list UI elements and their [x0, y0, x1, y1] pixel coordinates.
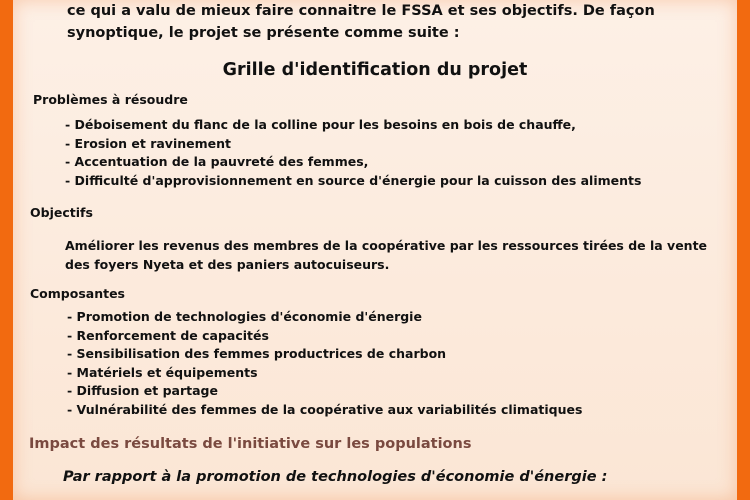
problems-list	[65, 116, 641, 190]
objectives-title: Objectifs	[30, 205, 93, 220]
list-item: - Déboisement du flanc de la colline pour les besoins en bois de chauffe,	[65, 117, 576, 132]
intro-paragraph: ce qui a valu de mieux faire connaitre le FSSA et ses objectifs. De façon synoptique, le projet se présente comme suite :	[67, 3, 655, 41]
objectives-text: Améliorer les revenus des membres de la coopérative par les ressources tirées de la vente des foyers Nyeta et des paniers autocuiseurs.	[65, 238, 708, 272]
list-item: - Difficulté d'approvisionnement en source d'énergie pour la cuisson des aliments	[65, 172, 642, 188]
list-item: - Matériels et équipements	[67, 364, 258, 380]
impact-heading: Impact des résultats de l'initiative sur les populations	[29, 436, 472, 452]
list-item: - Diffusion et partage	[67, 383, 218, 398]
problems-title: Problèmes à résoudre	[33, 92, 188, 107]
page-title: Grille d'identification du projet	[222, 60, 528, 80]
components-title: Composantes	[30, 286, 125, 301]
document-page	[13, 0, 737, 500]
list-item: - Vulnérabilité des femmes de la coopérative aux variabilités climatiques	[67, 401, 583, 417]
list-item: - Erosion et ravinement	[65, 135, 231, 151]
list-item: - Accentuation de la pauvreté des femmes,	[65, 154, 369, 169]
sub-heading: Par rapport à la promotion de technologies d'économie d'énergie :	[63, 469, 608, 485]
components-list	[67, 308, 582, 419]
list-item: - Renforcement de capacités	[67, 327, 269, 343]
list-item: - Promotion de technologies d'économie d'énergie	[67, 309, 422, 324]
list-item: - Sensibilisation des femmes productrices de charbon	[67, 346, 447, 361]
